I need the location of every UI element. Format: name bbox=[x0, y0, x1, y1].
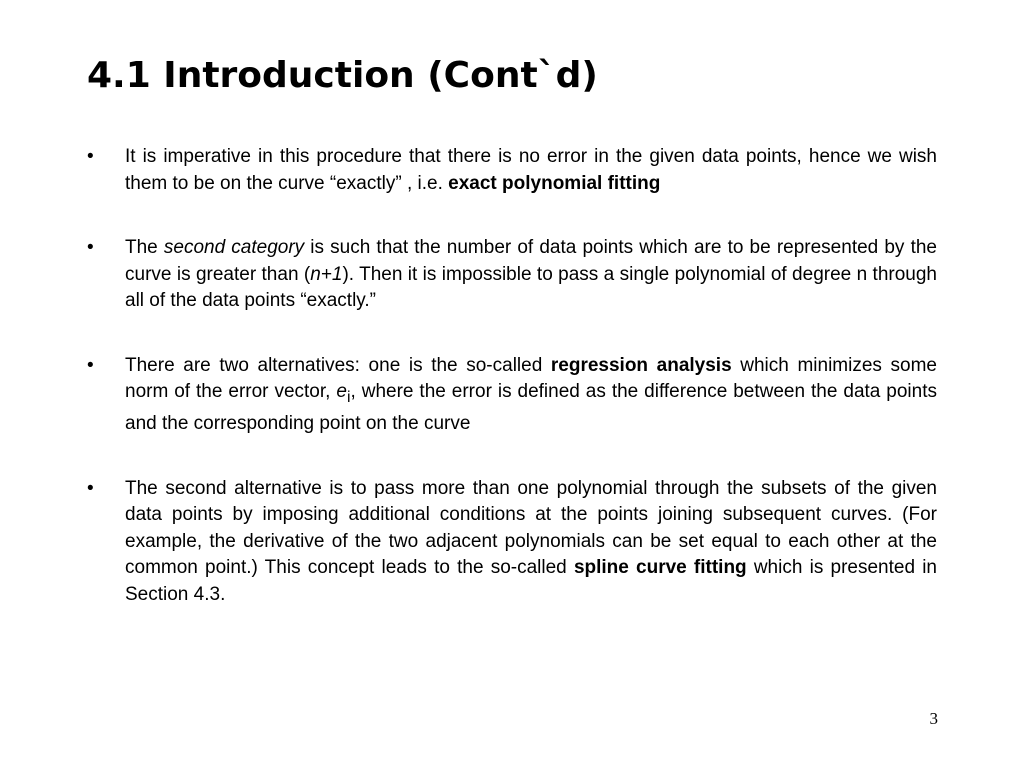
bullet-1-bold-1: exact polynomial fitting bbox=[448, 172, 661, 194]
bullet-icon: • bbox=[87, 354, 94, 376]
bullet-4-text-2: which is presented in Section 4.3. bbox=[125, 557, 937, 605]
bullet-2-text-2: is such that the number of data points which are to be represented by the curve is greater than ( bbox=[125, 237, 937, 285]
bullet-3-text-2: which minimizes some norm of the error vector, bbox=[125, 354, 937, 402]
page-number: 3 bbox=[929, 709, 938, 728]
bullet-2-italic-1: second category bbox=[163, 237, 305, 258]
bullet-icon: • bbox=[87, 237, 94, 258]
bullet-text-2 bbox=[125, 237, 937, 311]
slide-title: 4.1 Introduction (Cont`d) bbox=[87, 55, 598, 96]
bullet-4-bold-1: spline curve fitting bbox=[573, 557, 747, 579]
bullet-3-text-1: There are two alternatives: one is the so-called bbox=[125, 354, 551, 376]
bullet-text-1 bbox=[125, 146, 937, 194]
bullet-3-bold-1: regression analysis bbox=[550, 354, 732, 376]
bullet-3-italic-1: e bbox=[336, 381, 347, 402]
bullet-item-4 bbox=[87, 476, 937, 609]
bullet-item-3 bbox=[87, 353, 937, 438]
bullet-icon: • bbox=[87, 146, 94, 167]
bullet-list bbox=[87, 144, 937, 608]
bullet-1-text-1: It is imperative in this procedure that there is no error in the given data points, hence we wish them to be on the curve “exactly” , i.e. bbox=[125, 146, 937, 194]
bullet-text-3 bbox=[125, 355, 937, 435]
bullet-3-text-3: , where the error is defined as the difference between the data points and the corresponding point on the curve bbox=[125, 381, 938, 435]
bullet-icon: • bbox=[87, 477, 94, 499]
bullet-2-text-3: ). Then it is impossible to pass a single polynomial of degree n through all of the data points “exactly.” bbox=[125, 263, 937, 311]
bullet-3-subscript-1: i bbox=[346, 388, 351, 406]
bullet-2-text-1: The bbox=[125, 237, 164, 258]
bullet-2-italic-2: n+1 bbox=[310, 263, 343, 285]
bullet-item-1 bbox=[87, 144, 937, 197]
bullet-text-4 bbox=[125, 478, 937, 605]
bullet-4-text-1: The second alternative is to pass more than one polynomial through the subsets of the given data points by imposing additional conditions at the points joining subsequent curves. (For example, the derivative of the two adjacent polynomials can be set equal to each other at the common point.) This concept leads to the so-called bbox=[125, 477, 937, 579]
bullet-item-2 bbox=[87, 235, 937, 315]
